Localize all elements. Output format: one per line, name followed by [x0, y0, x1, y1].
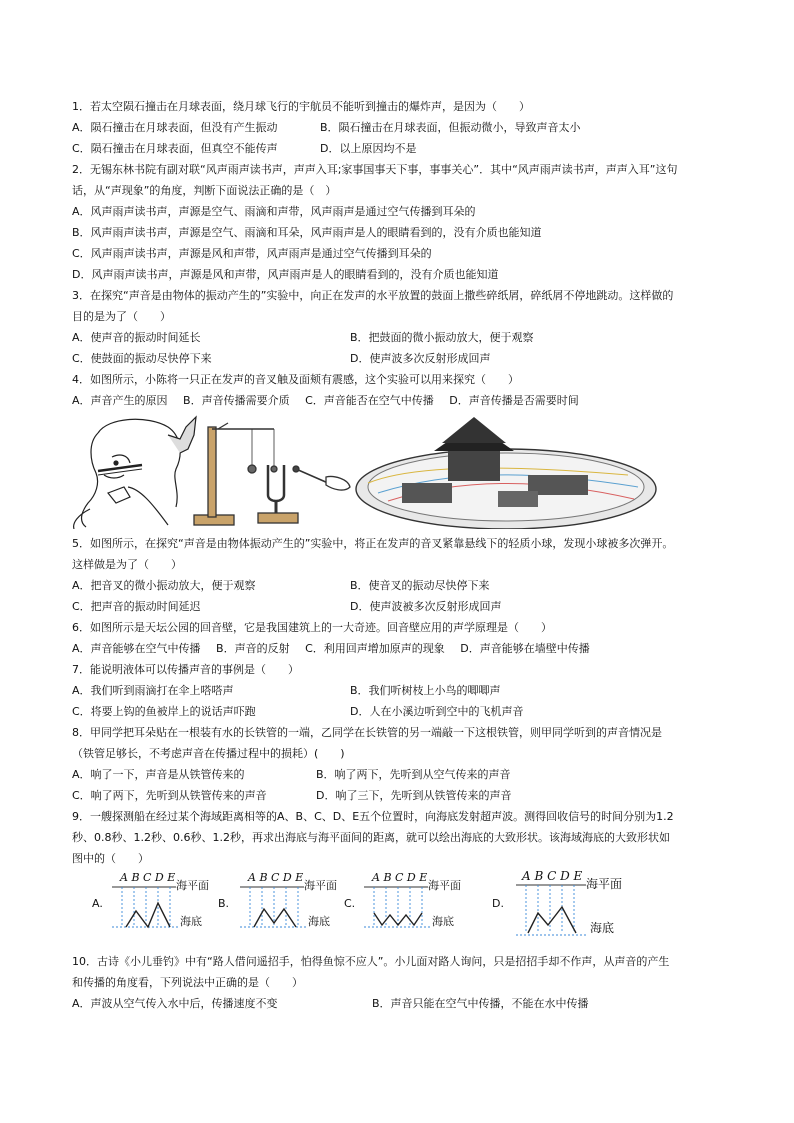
- option-b[interactable]: B．使音叉的振动尽快停下来: [350, 579, 490, 592]
- pendulum-stand-illustration: [194, 423, 350, 525]
- option-c[interactable]: C．把声音的振动时间延迟: [72, 600, 201, 613]
- question-stem: 9．一艘探测船在经过某个海域距离相等的A、B、C、D、E五个位置时，向海底发射超声波。测得回收信号的时间分别为1.2: [72, 810, 674, 823]
- option-d[interactable]: D．使声波多次反射形成回声: [350, 352, 491, 365]
- option-b[interactable]: B．声音传播需要介质: [183, 394, 290, 407]
- option-label: B.: [218, 897, 230, 910]
- girl-tuning-fork-illustration: [74, 417, 196, 529]
- illustrations: [68, 413, 728, 529]
- question-stem: 4．如图所示，小陈将一只正在发声的音叉触及面颊有震感，这个实验可以用来探究（ ）: [72, 373, 519, 386]
- question-1: [72, 96, 732, 159]
- option-b[interactable]: B．我们听树枝上小鸟的唧唧声: [350, 684, 501, 697]
- option-label: D.: [492, 897, 504, 910]
- option-c[interactable]: C．利用回声增加原声的现象: [305, 642, 445, 655]
- sea-level-label: 海平面: [304, 879, 337, 892]
- option-a[interactable]: A．把音叉的微小振动放大，便于观察: [72, 579, 256, 592]
- position-letters: A B C D E: [248, 871, 304, 884]
- seafloor-diagram: [492, 871, 662, 947]
- option-label: C.: [344, 897, 356, 910]
- question-2: [72, 159, 732, 285]
- option-c[interactable]: C．使鼓面的振动尽快停下来: [72, 352, 212, 365]
- sea-floor-label: 海底: [590, 921, 615, 935]
- sea-floor-label: 海底: [308, 915, 330, 928]
- question-9: [72, 806, 732, 869]
- sea-level-label: 海平面: [586, 877, 623, 891]
- question-7: [72, 659, 732, 722]
- option-c[interactable]: C．将要上钩的鱼被岸上的说话声吓跑: [72, 705, 256, 718]
- question-stem: 2．无锡东林书院有副对联“风声雨声读书声，声声入耳;家事国事天下事，事事关心”．其中“风声雨声读书声，声声入耳”这句: [72, 163, 678, 176]
- option-c[interactable]: C．响了两下，先听到从铁管传来的声音: [72, 789, 267, 802]
- option-c[interactable]: C．风声雨声读书声，声源是风和声带，风声雨声是通过空气传播到耳朵的: [72, 247, 432, 260]
- question-stem: 10．古诗《小儿垂钓》中有“路人借问遥招手，怕得鱼惊不应人”。小儿面对路人询问，只是招招手却不作声，从声音的产生: [72, 955, 670, 968]
- option-label: A.: [92, 897, 103, 910]
- option-b[interactable]: B．声音的反射: [216, 642, 290, 655]
- question-10: [72, 951, 732, 1014]
- option-c[interactable]: C．声音能否在空气中传播: [305, 394, 434, 407]
- seafloor-options: [72, 871, 732, 947]
- option-a[interactable]: A．陨石撞击在月球表面，但没有产生振动: [72, 121, 278, 134]
- option-a[interactable]: A．响了一下，声音是从铁管传来的: [72, 768, 245, 781]
- position-letters: A B C D E: [372, 871, 428, 884]
- echo-wall-illustration: [356, 417, 656, 529]
- question-stem-cont: 目的是为了（ ）: [72, 310, 171, 323]
- question-stem: 3．在探究“声音是由物体的振动产生的”实验中，向正在发声的水平放置的鼓面上撒些碎纸屑，碎纸屑不停地跳动。这样做的: [72, 289, 674, 302]
- option-d[interactable]: D．使声波被多次反射形成回声: [350, 600, 502, 613]
- sea-level-label: 海平面: [176, 879, 209, 892]
- question-6: [72, 617, 732, 659]
- option-a[interactable]: A．使声音的振动时间延长: [72, 331, 201, 344]
- question-stem: 8．甲同学把耳朵贴在一根装有水的长铁管的一端，乙同学在长铁管的另一端敲一下这根铁管，则甲同学听到的声音情况是: [72, 726, 662, 739]
- question-stem-cont: 和传播的角度看，下列说法中正确的是（ ）: [72, 976, 303, 989]
- illustrations-row: [72, 413, 732, 529]
- question-4: [72, 369, 732, 411]
- option-b[interactable]: B．风声雨声读书声，声源是空气、雨滴和耳朵，风声雨声是人的眼睛看到的，没有介质也能知道: [72, 226, 542, 239]
- exam-page: [72, 96, 732, 1014]
- option-d[interactable]: D．声音传播是否需要时间: [449, 394, 579, 407]
- option-b[interactable]: B．把鼓面的微小振动放大，便于观察: [350, 331, 534, 344]
- sea-floor-label: 海底: [432, 915, 454, 928]
- position-letters: A B C D E: [120, 871, 176, 884]
- option-b[interactable]: B．声音只能在空气中传播，不能在水中传播: [372, 997, 589, 1010]
- option-b[interactable]: B．响了两下，先听到从空气传来的声音: [316, 768, 511, 781]
- question-stem-cont: 这样做是为了（ ）: [72, 558, 182, 571]
- question-stem: 6．如图所示是天坛公园的回音壁，它是我国建筑上的一大奇迹。回音壁应用的声学原理是（ ）: [72, 621, 552, 634]
- option-a[interactable]: A．声波从空气传入水中后，传播速度不变: [72, 997, 278, 1010]
- option-d[interactable]: D．以上原因均不是: [320, 142, 417, 155]
- option-d[interactable]: D．风声雨声读书声，声源是风和声带，风声雨声是人的眼睛看到的，没有介质也能知道: [72, 268, 499, 281]
- question-stem: 7．能说明液体可以传播声音的事例是（ ）: [72, 663, 299, 676]
- question-3: [72, 285, 732, 369]
- question-stem-cont: （铁管足够长，不考虑声音在传播过程中的损耗）( ): [72, 747, 345, 760]
- question-8: [72, 722, 732, 806]
- seafloor-diagram: [344, 871, 494, 947]
- seafloor-diagram: [72, 871, 222, 947]
- sea-floor-label: 海底: [180, 915, 202, 928]
- option-a[interactable]: A．我们听到雨滴打在伞上嗒嗒声: [72, 684, 234, 697]
- question-stem: 1．若太空陨石撞击在月球表面，绕月球飞行的宇航员不能听到撞击的爆炸声，是因为（ ）: [72, 100, 530, 113]
- option-a[interactable]: A．风声雨声读书声，声源是空气、雨滴和声带，风声雨声是通过空气传播到耳朵的: [72, 205, 476, 218]
- position-letters: A B C D E: [522, 869, 583, 883]
- sea-level-label: 海平面: [428, 879, 461, 892]
- question-stem: 5．如图所示，在探究“声音是由物体振动产生的”实验中，将正在发声的音叉紧靠悬线下的轻质小球，发现小球被多次弹开。: [72, 537, 674, 550]
- option-c[interactable]: C．陨石撞击在月球表面，但真空不能传声: [72, 142, 278, 155]
- option-d[interactable]: D．响了三下，先听到从铁管传来的声音: [316, 789, 512, 802]
- question-5: [72, 533, 732, 617]
- option-b[interactable]: B．陨石撞击在月球表面，但振动微小，导致声音太小: [320, 121, 581, 134]
- option-d[interactable]: D．声音能够在墙壁中传播: [460, 642, 590, 655]
- question-stem-cont: 秒、0.8秒、1.2秒、0.6秒、1.2秒，再求出海底与海平面间的距离，就可以绘出海底的大致形状。该海域海底的大致形状如: [72, 831, 670, 844]
- option-a[interactable]: A．声音能够在空气中传播: [72, 642, 201, 655]
- option-d[interactable]: D．人在小溪边听到空中的飞机声音: [350, 705, 524, 718]
- question-stem-cont: 话，从“声现象”的角度，判断下面说法正确的是（ ）: [72, 184, 337, 197]
- option-a[interactable]: A．声音产生的原因: [72, 394, 168, 407]
- question-stem-cont: 图中的（ ）: [72, 852, 149, 865]
